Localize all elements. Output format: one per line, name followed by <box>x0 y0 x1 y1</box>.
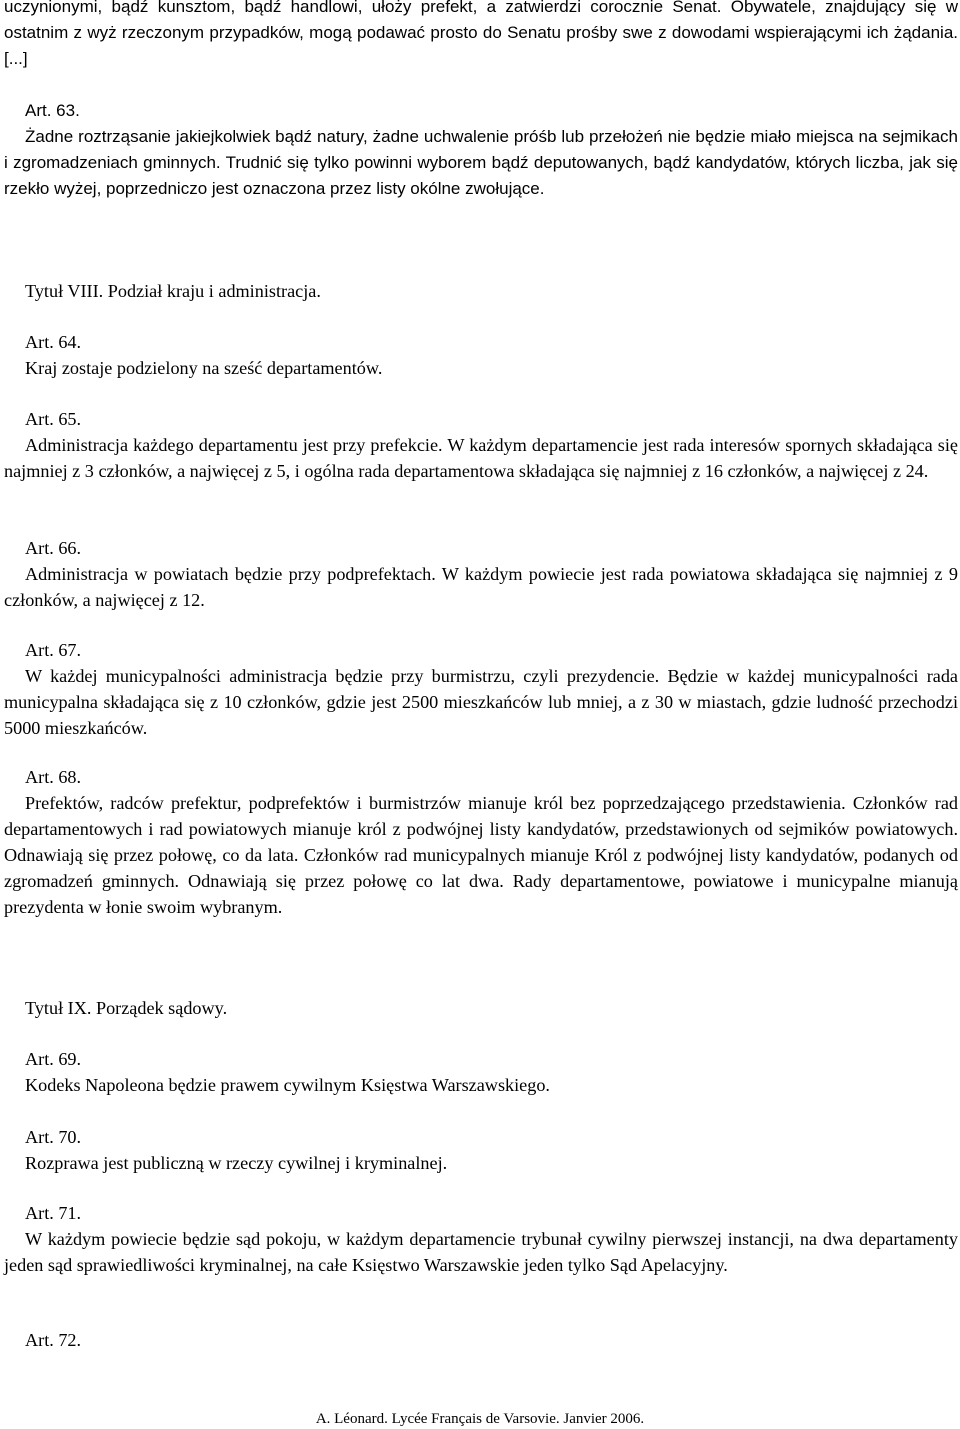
art-65-text: Administracja każdego departamentu jest przy prefekcie. W każdym departamencie jest rada interesów spornych składająca się najmniej z 3 członków, a najwięcej z 5, i ogólna rada departamentowa składająca się najmniej z 16 członków, a najwięcej z 24. <box>4 435 958 481</box>
art-66-heading: Art. 66. <box>25 538 82 558</box>
art-69-text: Kodeks Napoleona będzie prawem cywilnym Księstwa Warszawskiego. <box>25 1075 550 1095</box>
art-72-heading: Art. 72. <box>25 1330 82 1350</box>
art-68-text: Prefektów, radców prefektur, podprefektów i burmistrzów mianuje król bez poprzedzającego przedstawienia. Członków rad departamentowych i rad powiatowych mianuje król z podwójnej listy kandydatów, przedstawionych od sejmików powiatowych. Odnawiają się przez połowę, co da lata. Członków rad municypalnych mianuje Król z podwójnej listy kandydatów, podanych od zgromadzeń gminnych. Odnawiają się przez połowę co lat dwa. Rady departamentowe, powiatowe i municypalne mianują prezydenta w łonie swoim wybranym. <box>4 793 958 917</box>
art-70-text: Rozprawa jest publiczną w rzeczy cywilnej i kryminalnej. <box>25 1153 448 1173</box>
title-viii-heading: Tytuł VIII. Podział kraju i administracja. <box>25 281 321 301</box>
art-63-text: Żadne roztrząsanie jakiejkolwiek bądź natury, żadne uchwalenie próśb lub przełożeń nie będzie miało miejsca na sejmikach i zgromadzeniach gminnych. Trudnić się tylko powinni wyborem bądź deputowanych, bądź kandydatów, których liczba, jak się rzekło wyżej, poprzedniczo jest oznaczona przez listy okólne zwołujące. <box>4 127 958 198</box>
art-69-heading: Art. 69. <box>25 1049 82 1069</box>
art-64-heading: Art. 64. <box>25 332 82 352</box>
art-68-heading: Art. 68. <box>25 767 82 787</box>
art-66-text: Administracja w powiatach będzie przy podprefektach. W każdym powiecie jest rada powiatowa składająca się najmniej z 9 członków, a najwięcej z 12. <box>4 564 958 610</box>
page-footer: A. Léonard. Lycée Français de Varsovie. Janvier 2006. <box>315 1411 645 1427</box>
art-70-heading: Art. 70. <box>25 1127 82 1147</box>
art-67-heading: Art. 67. <box>25 640 82 660</box>
art-64-text: Kraj zostaje podzielony na sześć departamentów. <box>25 358 383 378</box>
art-63-heading: Art. 63. <box>25 101 80 120</box>
art-67-text: W każdej municypalności administracja będzie przy burmistrzu, czyli prezydencie. Będzie w każdej municypalności rada municypalna składająca się z 10 członków, gdzie jest 2500 mieszkańców lub mniej, a z 30 w miastach, gdzie ludność przechodzi 5000 mieszkańców. <box>4 666 958 738</box>
art-71-heading: Art. 71. <box>25 1203 82 1223</box>
art-71-text: W każdym powiecie będzie sąd pokoju, w każdym departamencie trybunał cywilny pierwszej instancji, na dwa departamenty jeden sąd sprawiedliwości kryminalnej, na całe Księstwo Warszawskie jeden tylko Sąd Apelacyjny. <box>4 1229 958 1275</box>
art-65-heading: Art. 65. <box>25 409 82 429</box>
intro-paragraph: uczynionymi, bądź kunsztom, bądź handlowi, ułoży prefekt, a zatwierdzi corocznie Senat. Obywatele, znajdujący się w ostatnim z wyż rzeczonym przypadków, mogą podawać prosto do Senatu prośby swe z dowodami wspierającymi ich żądania. [...] <box>4 0 958 68</box>
title-ix-heading: Tytuł IX. Porządek sądowy. <box>25 998 228 1018</box>
